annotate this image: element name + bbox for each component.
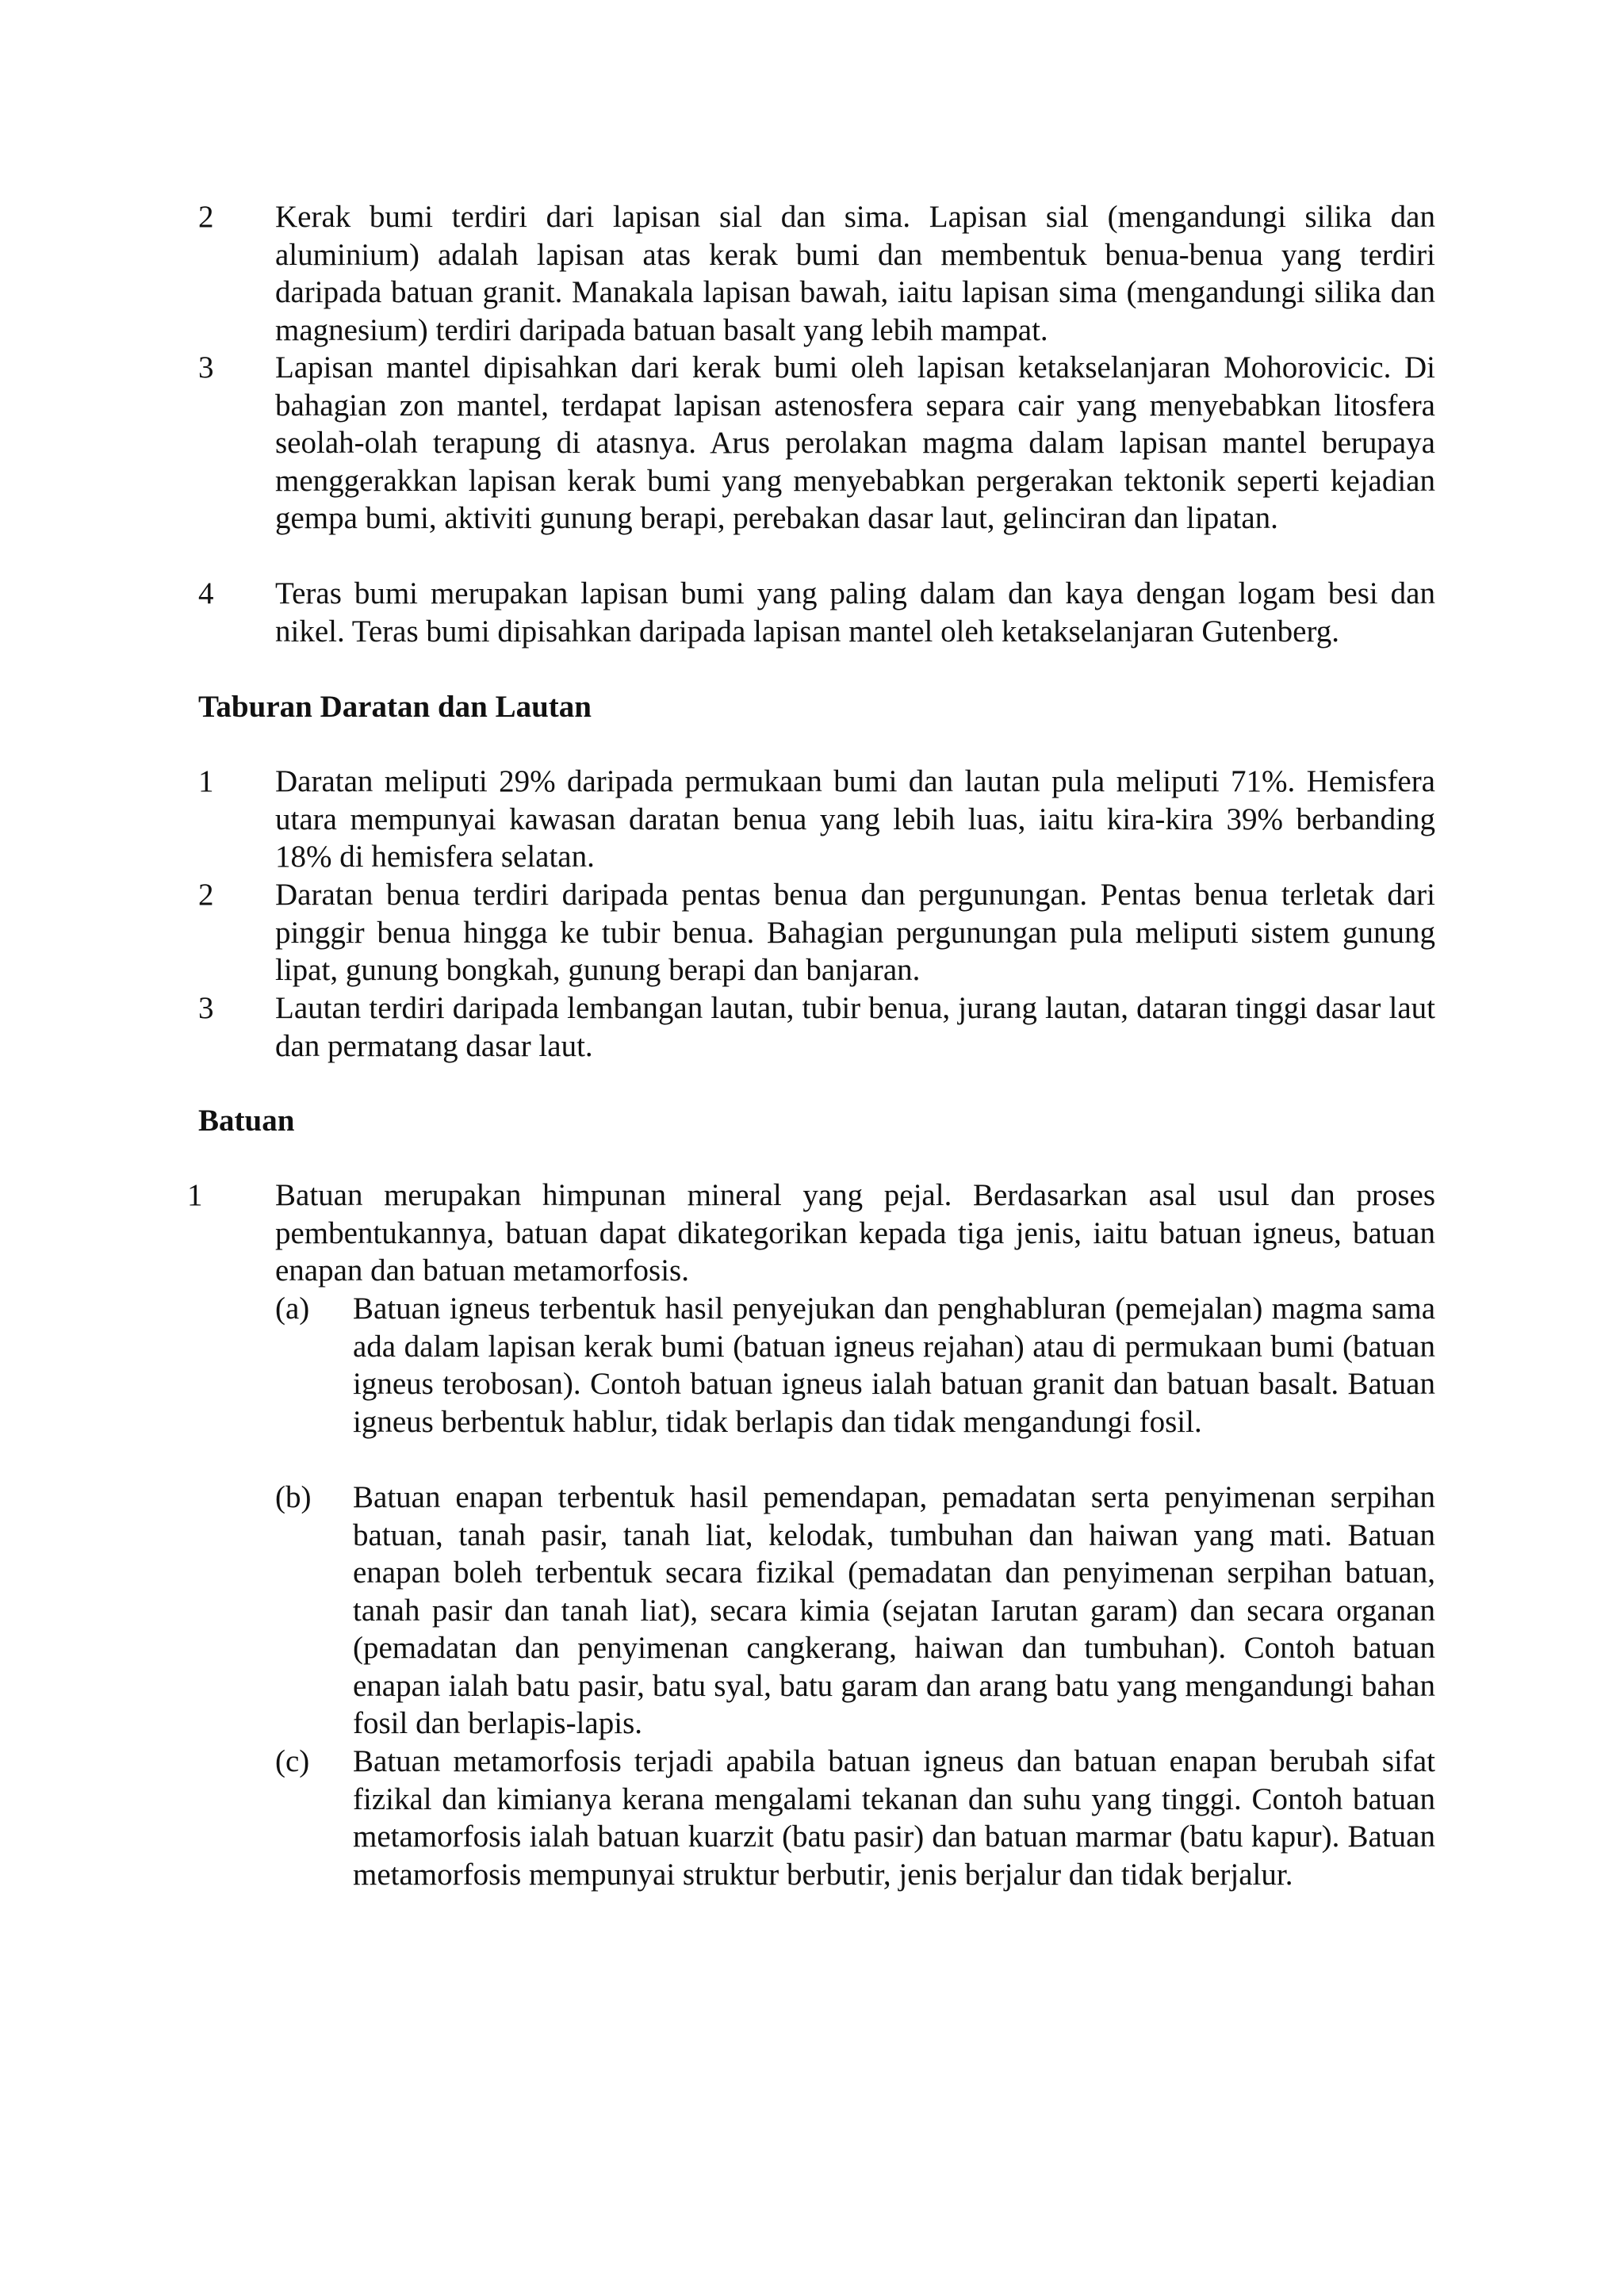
sub-list-item (275, 1479, 1435, 1743)
sub-item-text: Batuan igneus terbentuk hasil penyejukan dan penghabluran (pemejalan) magma sama ada dalam lapisan kerak bumi (batuan igneus rejahan) atau di permukaan bumi (batuan igneus terobosan). Contoh batuan igneus ialah batuan granit dan batuan basalt. Batuan igneus berbentuk hablur, tidak berlapis dan tidak mengandungi fosil. (353, 1292, 1435, 1439)
sub-list-item (275, 1290, 1435, 1441)
item-text: Daratan meliputi 29% daripada permukaan bumi dan lautan pula meliputi 71%. Hemisfera utara mempunyai kawasan daratan benua yang lebih luas, iaitu kira-kira 39% berbanding 18% di hemisfera selatan. (275, 764, 1435, 874)
item-number: 2 (198, 200, 214, 234)
list-item (198, 198, 1435, 349)
item-number: 3 (198, 350, 214, 385)
list-item (198, 349, 1435, 538)
item-text: Lapisan mantel dipisahkan dari kerak bumi oleh lapisan ketakselanjaran Mohorovicic. Di bahagian zon mantel, terdapat lapisan astenosfera separa cair yang menyebabkan litosfera seolah-olah terapung di atasnya. Arus perolakan magma dalam lapisan mantel berupaya menggerakkan lapisan kerak bumi yang menyebabkan pergerakan tektonik seperti kejadian gempa bumi, aktiviti gunung berapi, perebakan dasar laut, gelinciran dan lipatan. (275, 350, 1435, 535)
item-text: Teras bumi merupakan lapisan bumi yang paling dalam dan kaya dengan logam besi dan nikel. Teras bumi dipisahkan daripada lapisan mantel oleh ketakselanjaran Gutenberg. (275, 576, 1435, 649)
section-heading: Batuan (198, 1104, 295, 1138)
list-item (198, 876, 1435, 989)
item-text: Kerak bumi terdiri dari lapisan sial dan sima. Lapisan sial (mengandungi silika dan aluminium) adalah lapisan atas kerak bumi dan membentuk benua-benua yang terdiri daripada batuan granit. Manakala lapisan bawah, iaitu lapisan sima (mengandungi silika dan magnesium) terdiri daripada batuan basalt yang lebih mampat. (275, 200, 1435, 347)
list-item (198, 763, 1435, 876)
item-text: Daratan benua terdiri daripada pentas benua dan pergunungan. Pentas benua terletak dari pinggir benua hingga ke tubir benua. Bahagian pergunungan pula meliputi sistem gunung lipat, gunung bongkah, gunung berapi dan banjaran. (275, 878, 1435, 987)
item-number: 1 (187, 1178, 203, 1212)
sub-item-letter: (c) (275, 1744, 310, 1778)
section-heading: Taburan Daratan dan Lautan (198, 690, 592, 724)
item-text: Batuan merupakan himpunan mineral yang pejal. Berdasarkan asal usul dan proses pembentukannya, batuan dapat dikategorikan kepada tiga jenis, iaitu batuan igneus, batuan enapan dan batuan metamorfosis. (275, 1178, 1435, 1288)
list-item (198, 989, 1435, 1065)
item-number: 3 (198, 991, 214, 1025)
sub-item-text: Batuan enapan terbentuk hasil pemendapan, pemadatan serta penyimenan serpihan batuan, tanah pasir, tanah liat, kelodak, tumbuhan dan haiwan yang mati. Batuan enapan boleh terbentuk secara fizikal (pemadatan dan penyimenan serpihan batuan, tanah pasir dan tanah liat), secara kimia (sejatan Iarutan garam) dan secara organan (pemadatan dan penyimenan cangkerang, haiwan dan tumbuhan). Contoh batuan enapan ialah batu pasir, batu syal, batu garam dan arang batu yang mengandungi bahan fosil dan berlapis-lapis. (353, 1480, 1435, 1740)
sub-item-text: Batuan metamorfosis terjadi apabila batuan igneus dan batuan enapan berubah sifat fizikal dan kimianya kerana mengalami tekanan dan suhu yang tinggi. Contoh batuan metamorfosis ialah batuan kuarzit (batu pasir) dan batuan marmar (batu kapur). Batuan metamorfosis mempunyai struktur berbutir, jenis berjalur dan tidak berjalur. (353, 1744, 1435, 1892)
list-item (198, 575, 1435, 650)
list-item (187, 1177, 1435, 1290)
item-number: 1 (198, 764, 214, 798)
item-text: Lautan terdiri daripada lembangan lautan, tubir benua, jurang lautan, dataran tinggi dasar laut dan permatang dasar laut. (275, 991, 1435, 1063)
sub-item-letter: (a) (275, 1292, 310, 1326)
sub-list-item (275, 1743, 1435, 1893)
sub-item-letter: (b) (275, 1480, 312, 1514)
item-number: 2 (198, 878, 214, 912)
item-number: 4 (198, 576, 214, 610)
